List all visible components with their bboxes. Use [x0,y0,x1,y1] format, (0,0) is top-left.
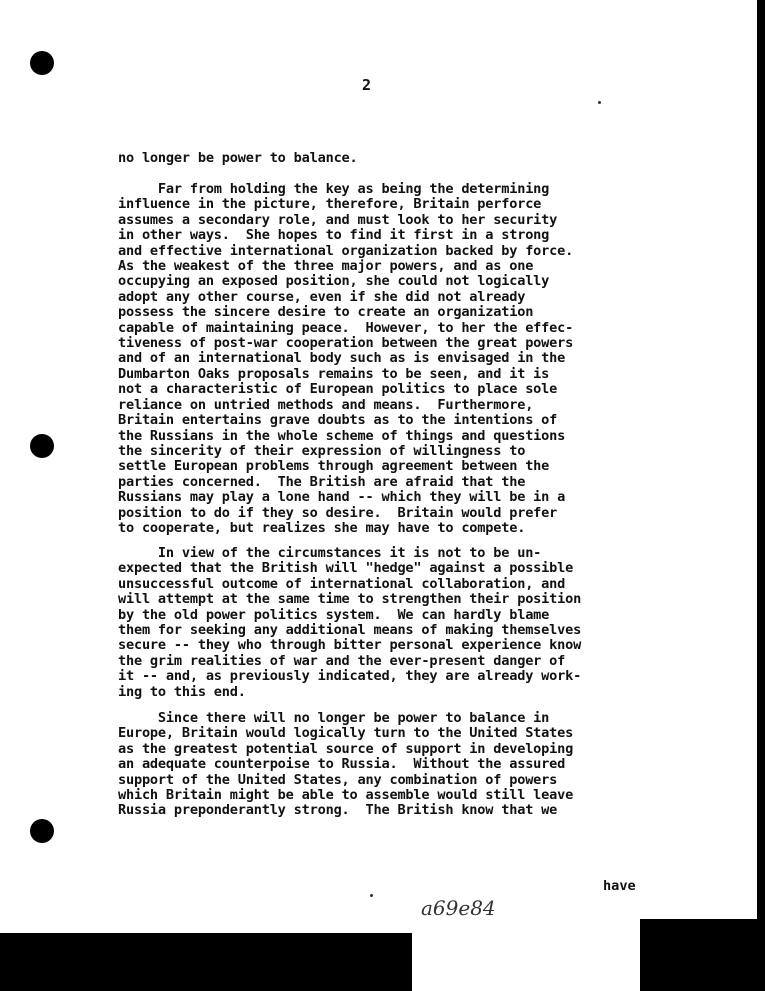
paragraph-0 [118,151,648,166]
text-line: in other ways. She hopes to find it first in a strong [118,227,550,244]
text-line: unsuccessful outcome of international collaboration, and [118,575,566,592]
text-line: to cooperate, but realizes she may have to compete. [118,519,526,536]
text-line: the sincerity of their expression of willingness to [118,442,526,459]
text-line: possess the sincere desire to create an organization [118,304,534,321]
text-line: it -- and, as previously indicated, they are already work- [118,668,582,685]
page-number: 2 [362,76,372,94]
text-line: and effective international organization backed by force. [118,242,574,259]
text-line: Britain entertains grave doubts as to the intentions of [118,412,558,429]
text-line: as the greatest potential source of support in developing [118,740,574,757]
text-line: reliance on untried methods and means. Furthermore, [118,396,534,413]
text-line: position to do if they so desire. Britain would prefer [118,504,558,521]
text-line: them for seeking any additional means of making themselves [118,622,582,639]
scan-edge-right [757,0,765,925]
text-line: which Britain might be able to assemble would still leave [118,787,574,804]
text-line: In view of the circumstances it is not to be un- [118,545,542,561]
text-line: Since there will no longer be power to balance in [118,710,550,726]
text-line: and of an international body such as is envisaged in the [118,350,566,367]
text-line: secure -- they who through bitter personal experience know [118,637,582,654]
text-line: not a characteristic of European politics to place sole [118,381,558,398]
punch-hole-top [30,51,54,75]
scan-speck [598,101,601,104]
paragraph-1 [118,182,648,536]
text-line: support of the United States, any combination of powers [118,771,558,788]
text-line: As the weakest of the three major powers, and as one [118,258,534,275]
text-line: the Russians in the whole scheme of things and questions [118,427,566,444]
text-line: by the old power politics system. We can hardly blame [118,606,550,623]
text-line: occupying an exposed position, she could not logically [118,273,550,290]
scan-speck [370,894,373,897]
text-line: no longer be power to balance. [118,150,358,166]
paragraph-2 [118,546,648,700]
text-line: an adequate counterpoise to Russia. Without the assured [118,756,566,773]
text-line: ing to this end. [118,683,246,700]
text-line: Dumbarton Oaks proposals remains to be seen, and it is [118,365,550,382]
scan-border-bottom-left [0,933,412,991]
text-line: adopt any other course, even if she did not already [118,288,526,305]
scan-border-bottom-right [640,919,765,991]
text-line: Russia preponderantly strong. The British know that we [118,802,558,819]
handwritten-note: a69e84 [421,896,496,920]
text-line: tiveness of post-war cooperation between the great powers [118,335,574,352]
punch-hole-middle [30,434,54,458]
text-line: capable of maintaining peace. However, to her the effec- [118,319,574,336]
text-line: Russians may play a lone hand -- which they will be in a [118,489,566,506]
text-line: settle European problems through agreement between the [118,458,550,475]
text-line: Far from holding the key as being the determining [118,181,550,197]
punch-hole-bottom [30,819,54,843]
text-line: the grim realities of war and the ever-present danger of [118,652,566,669]
text-line: influence in the picture, therefore, Britain perforce [118,196,542,213]
text-line: expected that the British will "hedge" against a possible [118,560,574,577]
paragraph-3 [118,711,648,819]
text-line: Europe, Britain would logically turn to the United States [118,725,574,742]
text-line: assumes a secondary role, and must look to her security [118,211,558,228]
text-line: parties concerned. The British are afraid that the [118,473,526,490]
catchword: have [603,878,636,894]
text-line: will attempt at the same time to strengthen their position [118,591,582,608]
